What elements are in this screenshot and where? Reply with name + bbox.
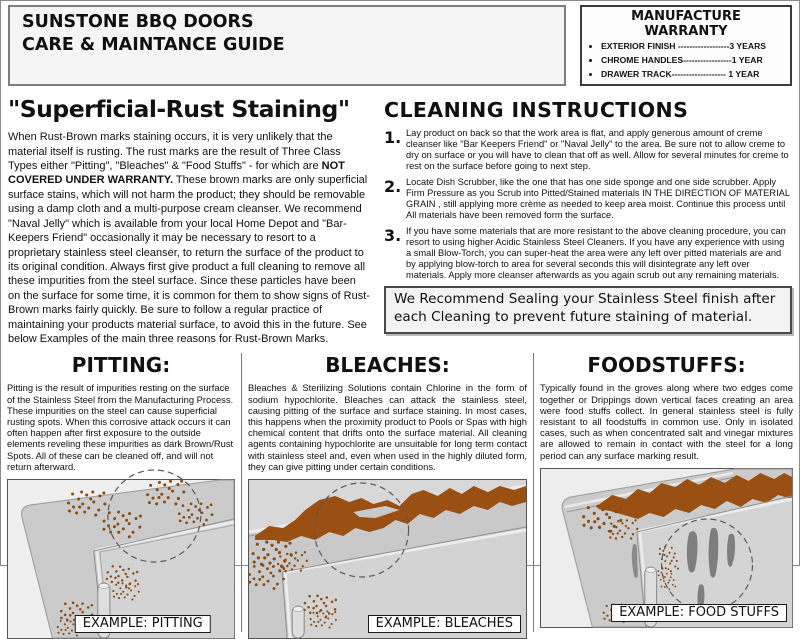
example-label-bleaches: EXAMPLE: BLEACHES xyxy=(368,615,521,633)
step-number: 1. xyxy=(384,128,402,148)
column-foodstuffs xyxy=(533,353,799,632)
examples-section xyxy=(1,353,799,632)
warranty-item-drawer: • DRAWER TRACK------------------- 1 YEAR xyxy=(601,68,784,82)
cleaning-heading: CLEANING INSTRUCTIONS xyxy=(384,98,689,123)
foodstuffs-paragraph: Typically found in the groves along where two edges come together or Drippings down vertical faces creating an area were food stuffs collect. In general stainless steel is fully resistant to all foodstuffs in common use. Only in isolated cases, such as when concentrated salt and vinegar mixtures are allowed to remain in contact with the steel for a long period can any surface marking result. xyxy=(540,382,793,461)
rust-body-end: These brown marks are only superficial surface stains, which will not harm the product; they should be removable using a damp cloth and a multi-purpose cream cleanser. We recommend "Naval Jelly" which is available from your local Home Depot and "Bar-Keepers Friend" occasionally it may be necessary to resort to a proprietary stainless steel cleanser, to return the surface of the product to its original condition. Always first give product a full cleaning to remove all these impurities from the steel surface. Since these particles have been on the surface for some time, it is common for them to show signs of Rust-Brown marks fairly quickly. Be sure to follow a regular practice of maintaining your products material surface, to avoid this in the future. See below Examples of the main three reasons for Rust-Brown Marks. xyxy=(8,174,370,345)
column-bleaches xyxy=(241,353,533,632)
page-title xyxy=(8,5,566,86)
foodstuffs-heading: FOODSTUFFS: xyxy=(587,353,746,378)
pitting-example-figure xyxy=(7,479,235,639)
cleaning-step-2 xyxy=(384,177,792,221)
pitting-heading: PITTING: xyxy=(71,353,171,378)
example-label-foodstuffs: EXAMPLE: FOOD STUFFS xyxy=(611,604,787,622)
door-handle xyxy=(292,606,304,638)
cleaning-step-1 xyxy=(384,128,792,172)
step-number: 2. xyxy=(384,177,402,197)
step-text: Lay product on back so that the work area is flat, and apply generous amount of creme cleanser like "Bar Keepers Friend" or "Naval Jelly" to the area. Be sure not to allow creme to dry on surface or you will have to clean that off as well. Allow for several minutes for creme to rest on the surface before going to next step. xyxy=(406,128,789,172)
warranty-title: MANUFACTURE WARRANTY xyxy=(631,9,741,39)
rust-body-start: When Rust-Brown marks staining occurs, it is very unlikely that the material itself is rusting. The rust marks are the result of Three Class Types either "Pitting", "Bleaches" & "Food Stuffs" - for which are xyxy=(8,131,341,173)
warranty-box xyxy=(580,5,792,86)
warranty-item-chrome: • CHROME HANDLES-----------------1 YEAR xyxy=(601,54,784,68)
header xyxy=(1,1,799,86)
step-text: Locate Dish Scrubber, like the one that has one side sponge and one side scrubber. Apply Firm Pressure as you Scrub into Pitted/Stained materials IN THE DIRECTION OF MATERIAL GRAIN , still applying more crème as needed to keep area moist. Continue this process until All materials have been removed form the surface. xyxy=(406,177,790,221)
pitting-paragraph: Pitting is the result of impurities resting on the surface of the Stainless Steel from the Manufacturing Process. These impurities on the steel can cause superficial rusting spots. When this corrosive attack occurs it can often happen after first exposure to the outside elements reveling these impurities as dark Brown/Rust Spots. All of these can be cleaned off, and will not return afterward. xyxy=(7,382,234,472)
warranty-list xyxy=(601,40,784,81)
cleaning-step-3 xyxy=(384,226,792,281)
bleaches-heading: BLEACHES: xyxy=(325,353,450,378)
step-number: 3. xyxy=(384,226,402,246)
foodstuffs-example-figure xyxy=(540,468,793,628)
rust-staining-heading: "Superficial-Rust Staining" xyxy=(8,95,350,124)
page-title-line1: SUNSTONE BBQ DOORS xyxy=(22,12,254,32)
bleaches-paragraph: Bleaches & Sterilizing Solutions contain Chlorine in the form of sodium hypochlorite. Bleaches can attack the stainless steel, causing pitting of the surface and surface staining. In most cases, this happens when the proximity product to Pools or Spas with high chemical content that drifts onto the surface material. All cleaning agents containing hypochlorite are unsuitable for long term contact with stainless steel and, even when used in the highly diluted form, they can give pitting under certain conditions. xyxy=(248,382,527,472)
warranty-item-exterior: • EXTERIOR FINISH ------------------3 YEARS xyxy=(601,40,784,54)
example-label-pitting: EXAMPLE: PITTING xyxy=(75,615,211,633)
cleaning-column xyxy=(384,86,792,346)
sealing-recommendation-box: We Recommend Sealing your Stainless Steel finish after each Cleaning to prevent future staining of material. xyxy=(384,286,792,333)
rust-staining-column xyxy=(8,86,370,346)
rust-staining-paragraph xyxy=(8,130,370,346)
rust-body-bold: NOT COVERED UNDER WARRANTY. xyxy=(8,160,345,187)
bleaches-example-figure xyxy=(248,479,527,639)
page-title-line2: CARE & MAINTANCE GUIDE xyxy=(22,35,285,56)
main-section xyxy=(1,86,799,346)
step-text: If you have some materials that are more resistant to the above cleaning procedure, you can resort to using higher Acidic Stainless Steel Cleaners. If you have any experience with using a small Blow-Torch, you can super-heat the area were any left over pitted materials are and by applying blow-torch to area for several seconds this will disintegrate any left over materials. Apply more cleanser afterwards as you again scrub out any remaining materials. xyxy=(406,226,786,281)
column-pitting xyxy=(1,353,241,632)
